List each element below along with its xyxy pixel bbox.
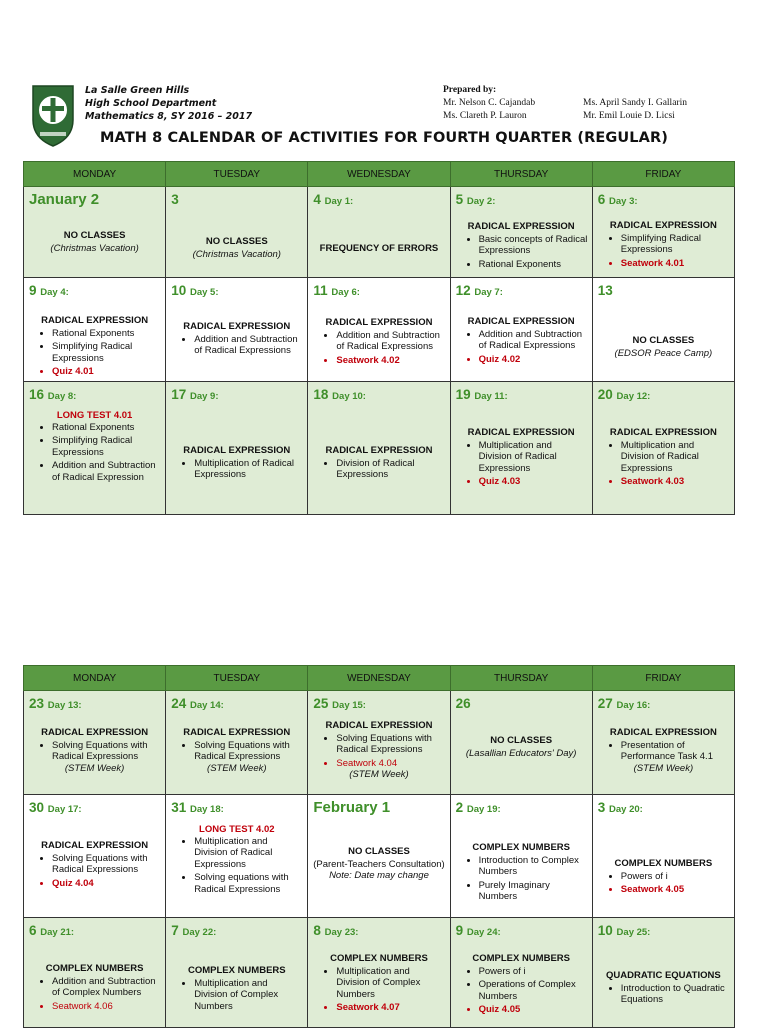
cell-content (308, 846, 449, 882)
date-label (24, 691, 165, 714)
day-cell (450, 795, 592, 918)
topic-item: • Rational Exponents (52, 328, 161, 340)
topic-heading: COMPLEX NUMBERS (45, 963, 144, 974)
event-note: (Parent-Teachers Consultation) (313, 858, 445, 870)
topic-heading: RADICAL EXPRESSION (467, 221, 575, 232)
topic-heading: RADICAL EXPRESSION (325, 445, 433, 456)
date-number: 9 (29, 283, 37, 298)
topic-item: • Simplifying Radical Expressions (52, 341, 161, 364)
date-number: 31 (171, 800, 187, 815)
date-number: 6 (29, 923, 37, 938)
day-cell (592, 278, 734, 382)
topic-heading: COMPLEX NUMBERS (472, 953, 570, 964)
topic-heading: RADICAL EXPRESSION (609, 727, 717, 738)
cell-content (451, 953, 592, 1016)
date-label (166, 187, 307, 208)
date-label (593, 382, 734, 405)
day-number: Day 7: (474, 287, 503, 298)
day-cell (308, 278, 450, 382)
day-cell (308, 187, 450, 278)
day-cell (592, 691, 734, 795)
week-row (24, 918, 735, 1028)
topic-list (312, 330, 445, 367)
date-label (308, 278, 449, 301)
date-label (451, 691, 592, 712)
topic-list (312, 458, 445, 481)
prepared-by-label: Prepared by: (443, 85, 497, 95)
topic-list (312, 733, 445, 770)
date-number: 17 (171, 387, 187, 402)
day-number: Day 6: (331, 287, 360, 298)
topic-heading: NO CLASSES (632, 335, 695, 346)
day-cell (592, 382, 734, 515)
topic-heading: RADICAL EXPRESSION (325, 720, 433, 731)
day-cell (166, 382, 308, 515)
date-number: 10 (171, 283, 187, 298)
school-name: La Salle Green Hills (85, 85, 190, 96)
topic-item: • Multiplication and Division of Radical Expressions (621, 440, 730, 475)
calendar-table-january-weeks-1-3 (23, 161, 735, 515)
topic-heading: RADICAL EXPRESSION (183, 321, 291, 332)
assessment-item: • Seatwork 4.02 (336, 355, 445, 367)
date-label (593, 187, 734, 210)
day-cell (24, 187, 166, 278)
assessment-item: • Seatwork 4.05 (621, 884, 730, 896)
day-cell (166, 187, 308, 278)
date-number: 25 (313, 696, 329, 711)
school-department: High School Department (85, 98, 217, 109)
date-label (166, 918, 307, 941)
cell-content (593, 335, 734, 359)
assessment-heading: LONG TEST 4.02 (199, 824, 275, 835)
topic-item: • Multiplication and Division of Radical Expressions (479, 440, 588, 475)
day-number: Day 9: (189, 391, 219, 402)
topic-item: • Rational Exponents (479, 259, 588, 271)
assessment-item: • Quiz 4.05 (479, 1004, 588, 1016)
weekday-header: FRIDAY (592, 162, 734, 187)
cell-content (593, 727, 734, 774)
day-number: Day 19: (466, 804, 501, 815)
date-label (166, 382, 307, 405)
week-row (24, 187, 735, 278)
day-number: Day 15: (332, 700, 366, 711)
date-label (308, 795, 449, 816)
topic-list (170, 836, 303, 896)
topic-list (28, 976, 161, 1013)
topic-list (28, 422, 161, 484)
topic-item: • Addition and Subtraction of Complex Numbers (52, 976, 161, 999)
topic-item: • Multiplication and Division of Complex Numbers (194, 978, 303, 1013)
weekday-header: THURSDAY (450, 666, 592, 691)
date-label (24, 795, 165, 818)
topic-list (312, 966, 445, 1014)
event-note: (Lasallian Educators' Day) (465, 747, 577, 759)
day-number: Day 2: (466, 196, 496, 207)
weekday-header: THURSDAY (450, 162, 592, 187)
topic-list (455, 329, 588, 366)
topic-item: • Basic concepts of Radical Expressions (479, 234, 588, 257)
date-label (451, 382, 592, 405)
day-cell (24, 918, 166, 1028)
topic-item: • Powers of i (479, 966, 588, 978)
topic-item: • Purely Imaginary Numbers (479, 880, 588, 903)
date-label (451, 278, 592, 301)
day-cell (308, 691, 450, 795)
cell-content (451, 221, 592, 270)
day-number: Day 8: (47, 391, 77, 402)
preparer-name: Mr. Nelson C. Cajandab (443, 98, 536, 108)
day-number: Day 22: (182, 927, 217, 938)
event-note: (EDSOR Peace Camp) (614, 347, 713, 359)
cell-content (593, 970, 734, 1006)
topic-list (170, 978, 303, 1013)
topic-heading: RADICAL EXPRESSION (41, 315, 149, 326)
date-number: 20 (597, 387, 613, 402)
date-number: 26 (455, 696, 471, 711)
date-number: 6 (597, 192, 606, 207)
date-number: 13 (597, 283, 613, 298)
date-number: 9 (455, 923, 464, 938)
topic-list (597, 983, 730, 1006)
day-cell (308, 795, 450, 918)
topic-heading: RADICAL EXPRESSION (183, 727, 291, 738)
topic-item: • Solving Equations with Radical Expressions (194, 740, 303, 763)
week-note: (STEM Week) (207, 762, 267, 774)
topic-item: • Addition and Subtraction of Radical Expressions (479, 329, 588, 352)
cell-content (593, 427, 734, 488)
cell-content (308, 243, 449, 255)
cell-content (24, 963, 165, 1012)
day-number: Day 3: (609, 196, 638, 207)
topic-list (28, 740, 161, 763)
cell-content (166, 727, 307, 774)
date-number: 2 (455, 800, 464, 815)
cell-content (166, 321, 307, 357)
day-number: Day 18: (189, 804, 224, 815)
date-number: 3 (597, 800, 606, 815)
date-number: 16 (29, 387, 45, 402)
topic-heading: QUADRATIC EQUATIONS (606, 970, 721, 981)
topic-item: • Presentation of Performance Task 4.1 (621, 740, 730, 763)
week-note: (STEM Week) (633, 762, 694, 774)
cell-content (166, 824, 307, 895)
topic-item: • Solving Equations with Radical Expressions (52, 740, 161, 763)
topic-list (597, 233, 730, 270)
day-number: Day 13: (47, 700, 82, 711)
topic-item: • Multiplication and Division of Radical Expressions (194, 836, 303, 871)
weekday-header: WEDNESDAY (308, 666, 450, 691)
date-number: 4 (313, 192, 321, 207)
week-row (24, 795, 735, 918)
cell-content (24, 410, 165, 483)
topic-heading: RADICAL EXPRESSION (467, 316, 575, 327)
topic-item: • Introduction to Quadratic Equations (621, 983, 730, 1006)
topic-item: • Solving Equations with Radical Expressions (336, 733, 445, 756)
cell-content (166, 445, 307, 481)
day-number: Day 23: (324, 927, 359, 938)
day-cell (24, 278, 166, 382)
date-number: 7 (171, 923, 179, 938)
assessment-item: • Seatwork 4.07 (336, 1002, 445, 1014)
topic-item: • Rational Exponents (52, 422, 161, 434)
day-cell (308, 382, 450, 515)
topic-list (170, 740, 303, 763)
cell-content (24, 315, 165, 378)
topic-item: • Multiplication of Radical Expressions (194, 458, 303, 481)
day-cell (450, 691, 592, 795)
weekday-header: MONDAY (24, 666, 166, 691)
date-number: 8 (313, 923, 321, 938)
date-label (166, 278, 307, 301)
weekday-header: WEDNESDAY (308, 162, 450, 187)
date-label (24, 278, 165, 301)
topic-list (597, 740, 730, 763)
topic-list (170, 334, 303, 357)
topic-item: • Addition and Subtraction of Radical Expressions (336, 330, 445, 353)
topic-heading: FREQUENCY OF ERRORS (319, 243, 439, 254)
topic-item: • Multiplication and Division of Complex Numbers (336, 966, 445, 1001)
date-number: 12 (455, 283, 471, 298)
assessment-item: • Seatwork 4.01 (621, 258, 730, 270)
cell-content (308, 445, 449, 481)
topic-heading: COMPLEX NUMBERS (472, 842, 570, 853)
event-note: Note: Date may change (329, 870, 429, 881)
day-cell (450, 187, 592, 278)
date-label (593, 918, 734, 941)
date-number: 19 (455, 387, 471, 402)
topic-list (28, 853, 161, 890)
day-cell (166, 795, 308, 918)
day-number: Day 12: (616, 391, 651, 402)
date-label (166, 691, 307, 714)
topic-heading: NO CLASSES (490, 735, 553, 746)
week-row (24, 278, 735, 382)
topic-item: • Solving equations with Radical Expressions (194, 872, 303, 895)
cell-content (451, 427, 592, 488)
date-number: 3 (171, 192, 179, 207)
day-number: Day 20: (609, 804, 643, 815)
topic-item: • Simplifying Radical Expressions (52, 435, 161, 458)
topic-item: • Simplifying Radical Expressions (621, 233, 730, 256)
topic-heading: NO CLASSES (205, 236, 268, 247)
date-label (451, 918, 592, 941)
topic-heading: NO CLASSES (348, 846, 410, 857)
topic-heading: RADICAL EXPRESSION (41, 727, 149, 738)
day-cell (24, 382, 166, 515)
assessment-item: • Quiz 4.04 (52, 878, 161, 890)
topic-item: • Division of Radical Expressions (336, 458, 445, 481)
assessment-item: • Seatwork 4.06 (52, 1001, 161, 1013)
topic-list (455, 966, 588, 1016)
topic-item: • Addition and Subtraction of Radical Expressions (194, 334, 303, 357)
date-number: 23 (29, 696, 45, 711)
course-year: Mathematics 8, SY 2016 – 2017 (85, 111, 253, 122)
event-note: (Christmas Vacation) (192, 248, 281, 260)
week-row (24, 382, 735, 515)
date-number: 30 (29, 800, 45, 815)
cell-content (593, 220, 734, 269)
calendar-table-january-february-weeks (23, 665, 735, 1028)
day-number: Day 24: (466, 927, 501, 938)
day-number: Day 25: (616, 927, 651, 938)
day-number: Day 1: (324, 196, 354, 207)
topic-item: • Powers of i (621, 871, 730, 883)
topic-heading: COMPLEX NUMBERS (330, 953, 428, 964)
day-cell (450, 382, 592, 515)
date-label (593, 691, 734, 714)
day-cell (592, 795, 734, 918)
weekday-header: FRIDAY (592, 666, 734, 691)
preparer-name: Ms. April Sandy I. Gallarin (583, 98, 687, 108)
date-label (451, 187, 592, 210)
cell-content (308, 953, 449, 1014)
cell-content (24, 840, 165, 889)
weekday-header: TUESDAY (166, 162, 308, 187)
cell-content (308, 317, 449, 366)
assessment-item: • Quiz 4.02 (479, 354, 588, 366)
day-number: Day 10: (332, 391, 366, 402)
date-number: 24 (171, 696, 187, 711)
topic-item: • Introduction to Complex Numbers (479, 855, 588, 878)
date-number: 27 (597, 696, 613, 711)
date-label (308, 187, 449, 210)
cell-content (308, 720, 449, 781)
topic-heading: RADICAL EXPRESSION (325, 317, 433, 328)
date-label (593, 278, 734, 299)
cell-content (24, 727, 165, 774)
day-number: Day 21: (40, 927, 75, 938)
preparer-name: Ms. Clareth P. Lauron (443, 111, 527, 121)
date-label (451, 795, 592, 818)
topic-heading: RADICAL EXPRESSION (41, 840, 149, 851)
date-number: 10 (597, 923, 613, 938)
cell-content (451, 842, 592, 903)
topic-heading: COMPLEX NUMBERS (614, 858, 713, 869)
day-cell (450, 278, 592, 382)
day-cell (592, 918, 734, 1028)
weekday-header-row (24, 162, 735, 187)
date-label (24, 918, 165, 941)
assessment-item: • Seatwork 4.04 (336, 758, 445, 770)
topic-list (455, 855, 588, 903)
date-number: January 2 (29, 191, 100, 208)
preparer-name: Mr. Emil Louie D. Licsi (583, 111, 675, 121)
topic-list (597, 440, 730, 488)
cell-content (593, 858, 734, 896)
topic-heading: COMPLEX NUMBERS (187, 965, 286, 976)
day-cell (166, 691, 308, 795)
day-number: Day 5: (189, 287, 219, 298)
date-label (593, 795, 734, 818)
day-cell (450, 918, 592, 1028)
topic-heading: RADICAL EXPRESSION (609, 220, 717, 231)
date-number: February 1 (313, 799, 391, 816)
topic-heading: RADICAL EXPRESSION (467, 427, 575, 438)
event-note: (Christmas Vacation) (50, 242, 139, 254)
cell-content (451, 316, 592, 365)
assessment-item: • Quiz 4.01 (52, 366, 161, 378)
page-title: MATH 8 CALENDAR OF ACTIVITIES FOR FOURTH QUARTER (REGULAR) (100, 130, 668, 146)
date-label (308, 382, 449, 405)
day-cell (166, 918, 308, 1028)
day-cell (592, 187, 734, 278)
weekday-header: TUESDAY (166, 666, 308, 691)
week-row (24, 691, 735, 795)
prepared-by-block (443, 84, 687, 123)
day-number: Day 4: (40, 287, 69, 298)
day-cell (308, 918, 450, 1028)
date-label (166, 795, 307, 818)
assessment-heading: LONG TEST 4.01 (56, 410, 133, 421)
day-cell (24, 691, 166, 795)
cell-content (451, 735, 592, 759)
week-note: (STEM Week) (349, 769, 409, 780)
weekday-header: MONDAY (24, 162, 166, 187)
day-cell (166, 278, 308, 382)
day-number: Day 11: (474, 391, 508, 402)
topic-list (170, 458, 303, 481)
date-number: 5 (455, 192, 464, 207)
day-number: Day 14: (189, 700, 224, 711)
week-note: (STEM Week) (64, 762, 125, 774)
date-number: 11 (313, 283, 328, 298)
topic-heading: NO CLASSES (63, 230, 126, 241)
topic-item: • Operations of Complex Numbers (479, 979, 588, 1002)
topic-list (455, 440, 588, 488)
date-label (308, 691, 449, 714)
topic-list (28, 328, 161, 378)
day-number: Day 17: (47, 804, 82, 815)
topic-heading: RADICAL EXPRESSION (609, 427, 717, 438)
topic-item: • Solving Equations with Radical Expressions (52, 853, 161, 876)
date-label (308, 918, 449, 941)
assessment-item: • Quiz 4.03 (479, 476, 588, 488)
topic-list (455, 234, 588, 271)
weekday-header-row (24, 666, 735, 691)
topic-heading: RADICAL EXPRESSION (183, 445, 291, 456)
day-cell (24, 795, 166, 918)
date-label (24, 382, 165, 405)
assessment-item: • Seatwork 4.03 (621, 476, 730, 488)
topic-item: • Addition and Subtraction of Radical Expression (52, 460, 161, 483)
school-info (85, 84, 252, 123)
date-number: 18 (313, 387, 329, 402)
topic-list (597, 871, 730, 896)
cell-content (24, 230, 165, 254)
cell-content (166, 236, 307, 260)
day-number: Day 16: (616, 700, 651, 711)
date-label (24, 187, 165, 208)
cell-content (166, 965, 307, 1012)
